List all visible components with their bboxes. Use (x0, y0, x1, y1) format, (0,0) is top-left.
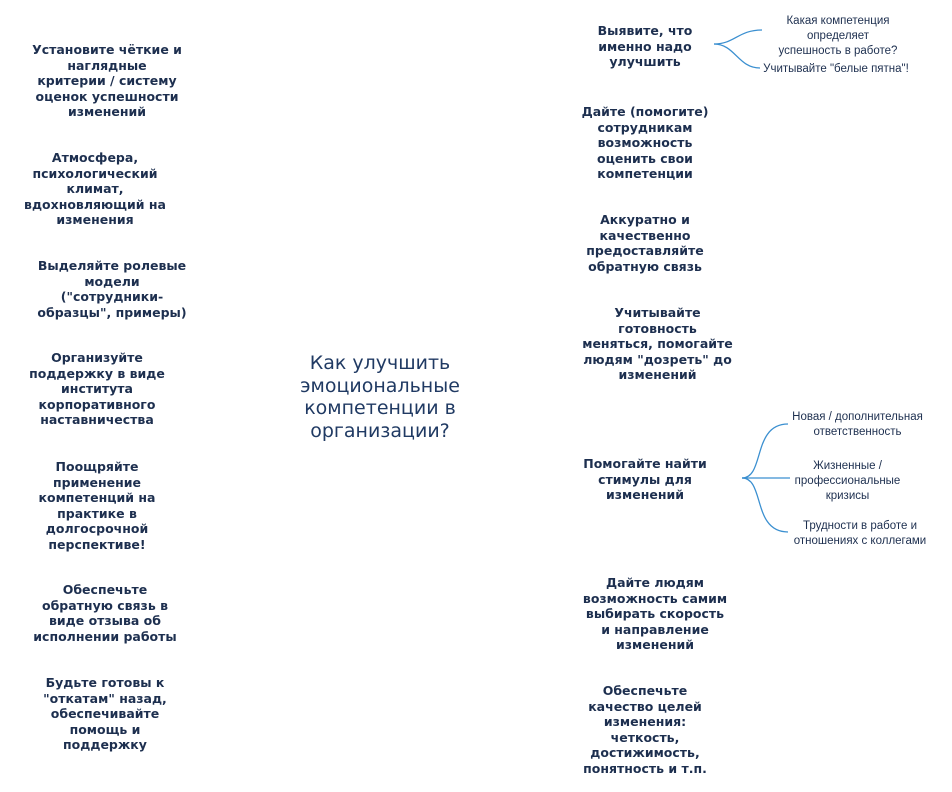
right-node-goal-quality[interactable]: Обеспечьте качество целей изменения: четкость, достижимость, понятность и т.п. (583, 683, 707, 776)
subtopic-new-responsibility[interactable]: Новая / дополнительная ответственность (792, 411, 923, 438)
right-node-stimuli[interactable]: Помогайте найти стимулы для изменений (583, 456, 707, 502)
central-topic[interactable]: Как улучшить эмоциональные компетенции в организации? (300, 352, 460, 442)
subtopic-life-crises[interactable]: Жизненные / профессиональные кризисы (794, 460, 901, 502)
left-node-role-models[interactable]: Выделяйте ролевые модели ("сотрудники- образцы", примеры) (37, 258, 187, 320)
right-node-readiness[interactable]: Учитывайте готовность меняться, помогайте людям "дозреть" до изменений (582, 305, 733, 382)
right-node-quality-feedback[interactable]: Аккуратно и качественно предоставляйте обратную связь (586, 212, 704, 274)
subtopic-work-difficulties[interactable]: Трудности в работе и отношениях с коллегами (793, 520, 927, 547)
left-node-feedback[interactable]: Обеспечьте обратную связь в виде отзыва об исполнении работы (33, 582, 177, 644)
right-node-choose-pace[interactable]: Дайте людям возможность самим выбирать скорость и направление изменений (582, 575, 728, 652)
right-node-self-assessment[interactable]: Дайте (помогите) сотрудникам возможность оценить свои компетенции (581, 104, 709, 181)
connector-identify-to-blind-spots (714, 44, 760, 68)
left-node-rollbacks[interactable]: Будьте готовы к "откатам" назад, обеспечивайте помощь и поддержку (43, 675, 167, 752)
left-node-atmosphere[interactable]: Атмосфера, психологический климат, вдохновляющий на изменения (24, 150, 166, 227)
left-node-encourage[interactable]: Поощряйте применение компетенций на практике в долгосрочной перспективе! (38, 459, 156, 552)
subtopic-key-competence[interactable]: Какая компетенция определяет успешность в работе? (778, 15, 898, 57)
left-node-criteria[interactable]: Установите чёткие и наглядные критерии / систему оценок успешности изменений (32, 42, 182, 119)
connector-identify-to-competence (714, 30, 762, 44)
subtopic-blind-spots[interactable]: Учитывайте "белые пятна"! (763, 63, 909, 75)
right-node-identify[interactable]: Выявите, что именно надо улучшить (597, 23, 693, 69)
left-node-mentoring[interactable]: Организуйте поддержку в виде института корпоративного наставничества (29, 350, 165, 427)
